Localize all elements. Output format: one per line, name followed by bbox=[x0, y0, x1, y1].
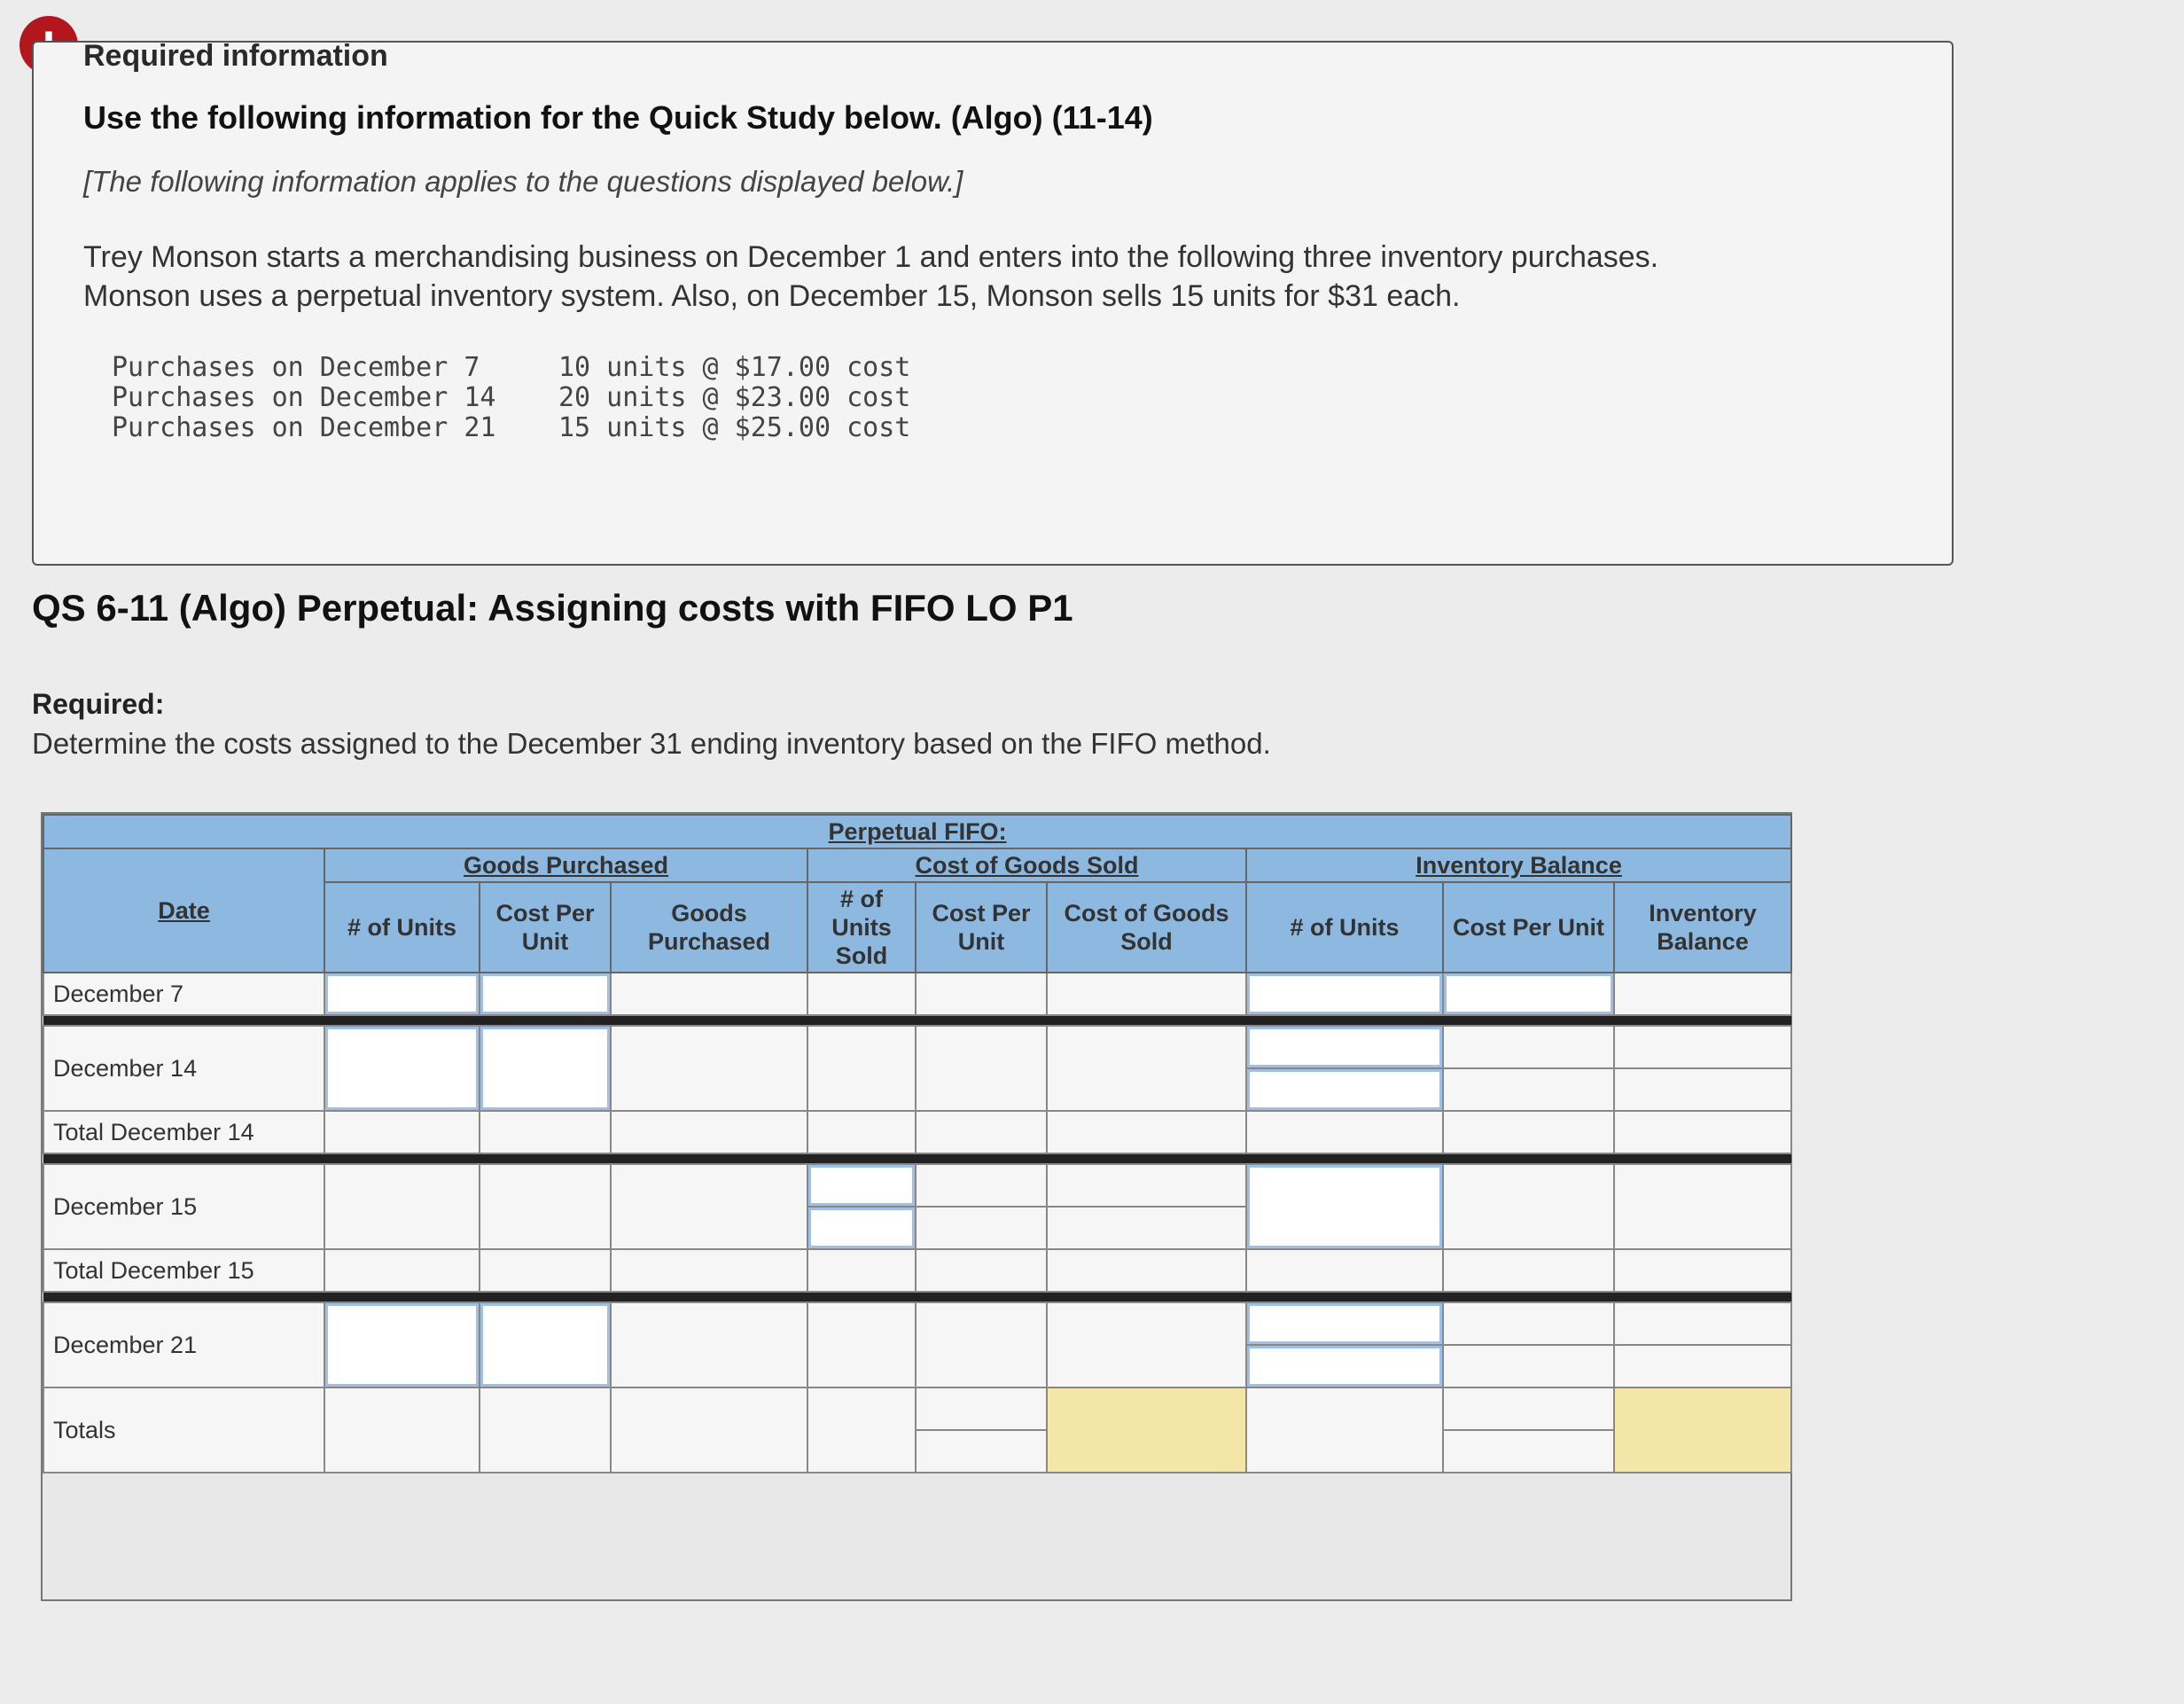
cell bbox=[1047, 1207, 1246, 1249]
cost-of-goods-sold-header: Cost of Goods Sold bbox=[807, 848, 1246, 882]
info-title: Required information bbox=[83, 39, 388, 73]
cell[interactable] bbox=[807, 1207, 916, 1249]
cell bbox=[611, 1026, 807, 1111]
info-paragraph-line: Monson uses a perpetual inventory system. Also, on December 15, Monson sells 15 units for $31 each. bbox=[83, 279, 1461, 313]
purchase-units-input[interactable] bbox=[325, 1027, 479, 1110]
row-label: December 14 bbox=[43, 1026, 324, 1111]
cell bbox=[916, 1249, 1047, 1292]
cell[interactable] bbox=[1246, 1026, 1443, 1068]
cell bbox=[611, 1302, 807, 1387]
cell[interactable] bbox=[807, 1164, 916, 1207]
cell bbox=[1443, 1249, 1614, 1292]
cell bbox=[611, 1387, 807, 1473]
table-row bbox=[43, 1387, 1791, 1430]
table-row bbox=[43, 1249, 1791, 1292]
purchase-detail: 15 units @ $25.00 cost bbox=[558, 412, 911, 443]
cell bbox=[480, 1111, 611, 1153]
cell bbox=[324, 1111, 480, 1153]
cell[interactable] bbox=[1246, 973, 1443, 1015]
cell bbox=[1443, 1068, 1614, 1111]
cell bbox=[324, 1387, 480, 1473]
cell bbox=[807, 973, 916, 1015]
purchase-cost-input[interactable] bbox=[480, 973, 610, 1014]
purchase-row bbox=[112, 383, 910, 413]
cell bbox=[916, 1387, 1047, 1430]
table-row bbox=[43, 1111, 1791, 1153]
row-label: Total December 15 bbox=[43, 1249, 324, 1292]
column-header: Inventory Balance bbox=[1614, 882, 1791, 973]
cell bbox=[1443, 1111, 1614, 1153]
cell bbox=[1614, 1111, 1791, 1153]
balance-units-input[interactable] bbox=[1247, 1165, 1442, 1248]
cell bbox=[1246, 1249, 1443, 1292]
cell bbox=[807, 1302, 916, 1387]
cell bbox=[807, 1387, 916, 1473]
purchase-date: Purchases on December 14 bbox=[112, 382, 496, 413]
cell bbox=[916, 1026, 1047, 1111]
cell bbox=[807, 1111, 916, 1153]
cell bbox=[1443, 1430, 1614, 1473]
balance-units-input[interactable] bbox=[1247, 1027, 1442, 1067]
cell bbox=[1614, 1068, 1791, 1111]
row-separator bbox=[43, 1153, 1791, 1164]
purchase-date: Purchases on December 21 bbox=[112, 412, 496, 443]
cell bbox=[916, 1111, 1047, 1153]
cell bbox=[1443, 1302, 1614, 1345]
cell bbox=[611, 1164, 807, 1249]
column-header: Cost Per Unit bbox=[916, 882, 1047, 973]
table-row bbox=[43, 1026, 1791, 1068]
purchases-list bbox=[112, 353, 910, 443]
ending-inventory-answer-cell[interactable] bbox=[1614, 1387, 1791, 1473]
cell bbox=[1614, 1345, 1791, 1387]
purchase-units-input[interactable] bbox=[325, 973, 479, 1014]
purchase-units-input[interactable] bbox=[325, 1303, 479, 1387]
cell[interactable] bbox=[324, 1302, 480, 1387]
cell bbox=[916, 1302, 1047, 1387]
cell[interactable] bbox=[1443, 973, 1614, 1015]
cell bbox=[1614, 1249, 1791, 1292]
info-note: [The following information applies to the questions displayed below.] bbox=[83, 165, 963, 198]
column-header: # of Units bbox=[324, 882, 480, 973]
table-row bbox=[43, 1164, 1791, 1207]
cell bbox=[1614, 1164, 1791, 1249]
cell bbox=[1047, 973, 1246, 1015]
cell bbox=[916, 973, 1047, 1015]
cell bbox=[1614, 973, 1791, 1015]
sold-units-input[interactable] bbox=[808, 1208, 915, 1248]
date-header: Date bbox=[43, 848, 324, 973]
cell bbox=[611, 1111, 807, 1153]
balance-units-input[interactable] bbox=[1247, 1069, 1442, 1110]
purchase-cost-input[interactable] bbox=[480, 1303, 610, 1387]
cell bbox=[1246, 1111, 1443, 1153]
balance-units-input[interactable] bbox=[1247, 1346, 1442, 1387]
fifo-table bbox=[43, 814, 1792, 1473]
cell[interactable] bbox=[480, 1026, 611, 1111]
table-caption: Perpetual FIFO: bbox=[43, 815, 1791, 848]
cell bbox=[1047, 1111, 1246, 1153]
purchase-row bbox=[112, 413, 910, 443]
cell bbox=[1246, 1387, 1443, 1473]
row-label: December 7 bbox=[43, 973, 324, 1015]
column-header: Goods Purchased bbox=[611, 882, 807, 973]
purchase-date: Purchases on December 7 bbox=[112, 352, 480, 383]
required-label: Required: bbox=[32, 688, 165, 720]
table-row bbox=[43, 973, 1791, 1015]
info-subtitle: Use the following information for the Quick Study below. (Algo) (11-14) bbox=[83, 99, 1153, 136]
cell[interactable] bbox=[324, 973, 480, 1015]
cell bbox=[1047, 1164, 1246, 1207]
required-text: Determine the costs assigned to the December 31 ending inventory based on the FIFO method. bbox=[32, 727, 1271, 760]
column-header: # of Units bbox=[1246, 882, 1443, 973]
inventory-balance-header: Inventory Balance bbox=[1246, 848, 1791, 882]
cell bbox=[1443, 1026, 1614, 1068]
cell[interactable] bbox=[1246, 1302, 1443, 1345]
cell bbox=[480, 1387, 611, 1473]
column-header: Cost Per Unit bbox=[1443, 882, 1614, 973]
cell bbox=[1047, 1302, 1246, 1387]
cell bbox=[324, 1164, 480, 1249]
cell bbox=[1443, 1345, 1614, 1387]
sold-units-input[interactable] bbox=[808, 1165, 915, 1206]
cell bbox=[611, 973, 807, 1015]
column-header: # of Units Sold bbox=[807, 882, 916, 973]
row-label: December 21 bbox=[43, 1302, 324, 1387]
row-label: December 15 bbox=[43, 1164, 324, 1249]
row-separator bbox=[43, 1015, 1791, 1026]
column-header: Cost of Goods Sold bbox=[1047, 882, 1246, 973]
info-paragraph bbox=[83, 238, 1927, 316]
column-header: Cost Per Unit bbox=[480, 882, 611, 973]
cell bbox=[807, 1249, 916, 1292]
row-label: Totals bbox=[43, 1387, 324, 1473]
balance-units-input[interactable] bbox=[1247, 973, 1442, 1014]
cell bbox=[611, 1249, 807, 1292]
cell[interactable] bbox=[1246, 1345, 1443, 1387]
cell bbox=[1614, 1026, 1791, 1068]
balance-cost-input[interactable] bbox=[1444, 973, 1613, 1014]
cell bbox=[916, 1207, 1047, 1249]
cell[interactable] bbox=[480, 1302, 611, 1387]
purchase-detail: 10 units @ $17.00 cost bbox=[558, 352, 911, 383]
cell[interactable] bbox=[480, 973, 611, 1015]
goods-purchased-header: Goods Purchased bbox=[324, 848, 807, 882]
purchase-row bbox=[112, 353, 910, 383]
cell[interactable] bbox=[1246, 1164, 1443, 1249]
cell bbox=[324, 1249, 480, 1292]
cell bbox=[916, 1164, 1047, 1207]
cell bbox=[1443, 1387, 1614, 1430]
cell bbox=[807, 1026, 916, 1111]
total-cogs-answer-cell[interactable] bbox=[1047, 1387, 1246, 1473]
table-row bbox=[43, 1302, 1791, 1345]
cell bbox=[916, 1430, 1047, 1473]
purchase-detail: 20 units @ $23.00 cost bbox=[558, 382, 911, 413]
cell bbox=[480, 1249, 611, 1292]
cell[interactable] bbox=[1246, 1068, 1443, 1111]
balance-units-input[interactable] bbox=[1247, 1303, 1442, 1344]
fifo-worksheet bbox=[41, 812, 1792, 1601]
cell bbox=[480, 1164, 611, 1249]
cell bbox=[1614, 1302, 1791, 1345]
cell[interactable] bbox=[324, 1026, 480, 1111]
cell bbox=[1047, 1026, 1246, 1111]
row-label: Total December 14 bbox=[43, 1111, 324, 1153]
purchase-cost-input[interactable] bbox=[480, 1027, 610, 1110]
info-paragraph-line: Trey Monson starts a merchandising business on December 1 and enters into the following three inventory purchases. bbox=[83, 240, 1659, 274]
row-separator bbox=[43, 1292, 1791, 1302]
cell bbox=[1443, 1164, 1614, 1249]
question-title: QS 6-11 (Algo) Perpetual: Assigning costs with FIFO LO P1 bbox=[32, 587, 1073, 629]
cell bbox=[1047, 1249, 1246, 1292]
